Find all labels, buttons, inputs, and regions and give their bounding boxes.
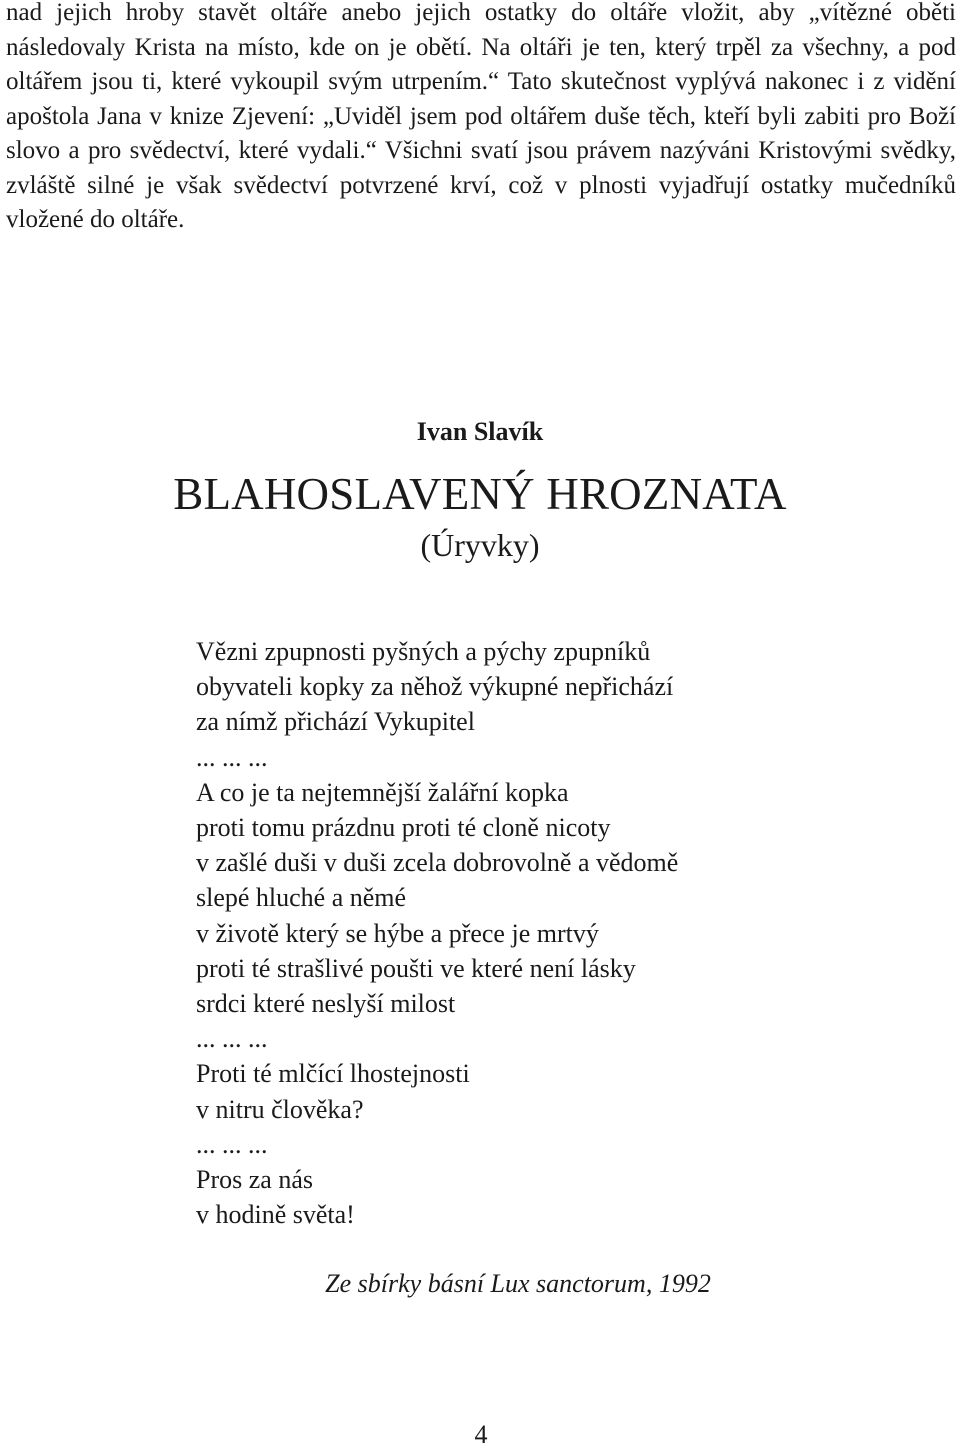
poem-line: v životě který se hýbe a přece je mrtvý — [196, 918, 599, 948]
poem-ellipsis: ... ... ... — [196, 1129, 268, 1159]
poem-line: Proti té mlčící lhostejnosti — [196, 1059, 470, 1089]
poem-line: za nímž přichází Vykupitel — [196, 707, 475, 737]
poem-body — [196, 634, 896, 1232]
prose-paragraph: nad jejich hroby stavět oltáře anebo jejich ostatky do oltáře vložit, aby „vítězné oběti následovaly Krista na místo, kde on je obětí. Na oltáři je ten, který trpěl za všechny, a pod oltářem jsou ti, které vykoupil svým utrpením.“ Tato skutečnost vyplývá nakonec i z vidění apoštola Jana v knize Zjevení: „Uviděl jsem pod oltářem duše těch, kteří byli zabiti pro Boží slovo a pro svědectví, které vydali.“ Všichni svatí jsou právem nazýváni Kristovými svědky, zvláště silné je však svědectví potvrzené krví, což v plnosti vyjadřují ostatky mučedníků vložené do oltáře. — [6, 0, 956, 233]
poem-line: Pros za nás — [196, 1165, 313, 1195]
poem-author: Ivan Slavík — [416, 417, 544, 446]
prose-section — [6, 0, 956, 238]
page-number: 4 — [474, 1420, 488, 1449]
poem-line: v zašlé duši v duši zcela dobrovolně a vědomě — [196, 848, 679, 878]
poem-ellipsis: ... ... ... — [196, 742, 268, 772]
poem-line: srdci které neslyší milost — [196, 989, 456, 1019]
poem-ellipsis: ... ... ... — [196, 1024, 268, 1054]
poem-line: A co je ta nejtemnější žalářní kopka — [196, 777, 569, 807]
poem-line: proti tomu prázdnu proti té cloně nicoty — [196, 813, 611, 843]
poem-title: BLAHOSLAVENÝ HROZNATA — [173, 469, 787, 519]
poem-line: v nitru člověka? — [196, 1094, 364, 1124]
poem-line: proti té strašlivé poušti ve které není lásky — [196, 953, 636, 983]
poem-line: obyvateli kopky za něhož výkupné nepřichází — [196, 672, 674, 702]
poem-source: Ze sbírky básní Lux sanctorum, 1992 — [325, 1269, 711, 1298]
poem-line: Vězni zpupnosti pyšných a pýchy zpupníků — [196, 637, 651, 666]
poem-line: v hodině světa! — [196, 1200, 355, 1230]
poem-subtitle: (Úryvky) — [420, 527, 540, 563]
poem-line: slepé hluché a němé — [196, 883, 407, 913]
